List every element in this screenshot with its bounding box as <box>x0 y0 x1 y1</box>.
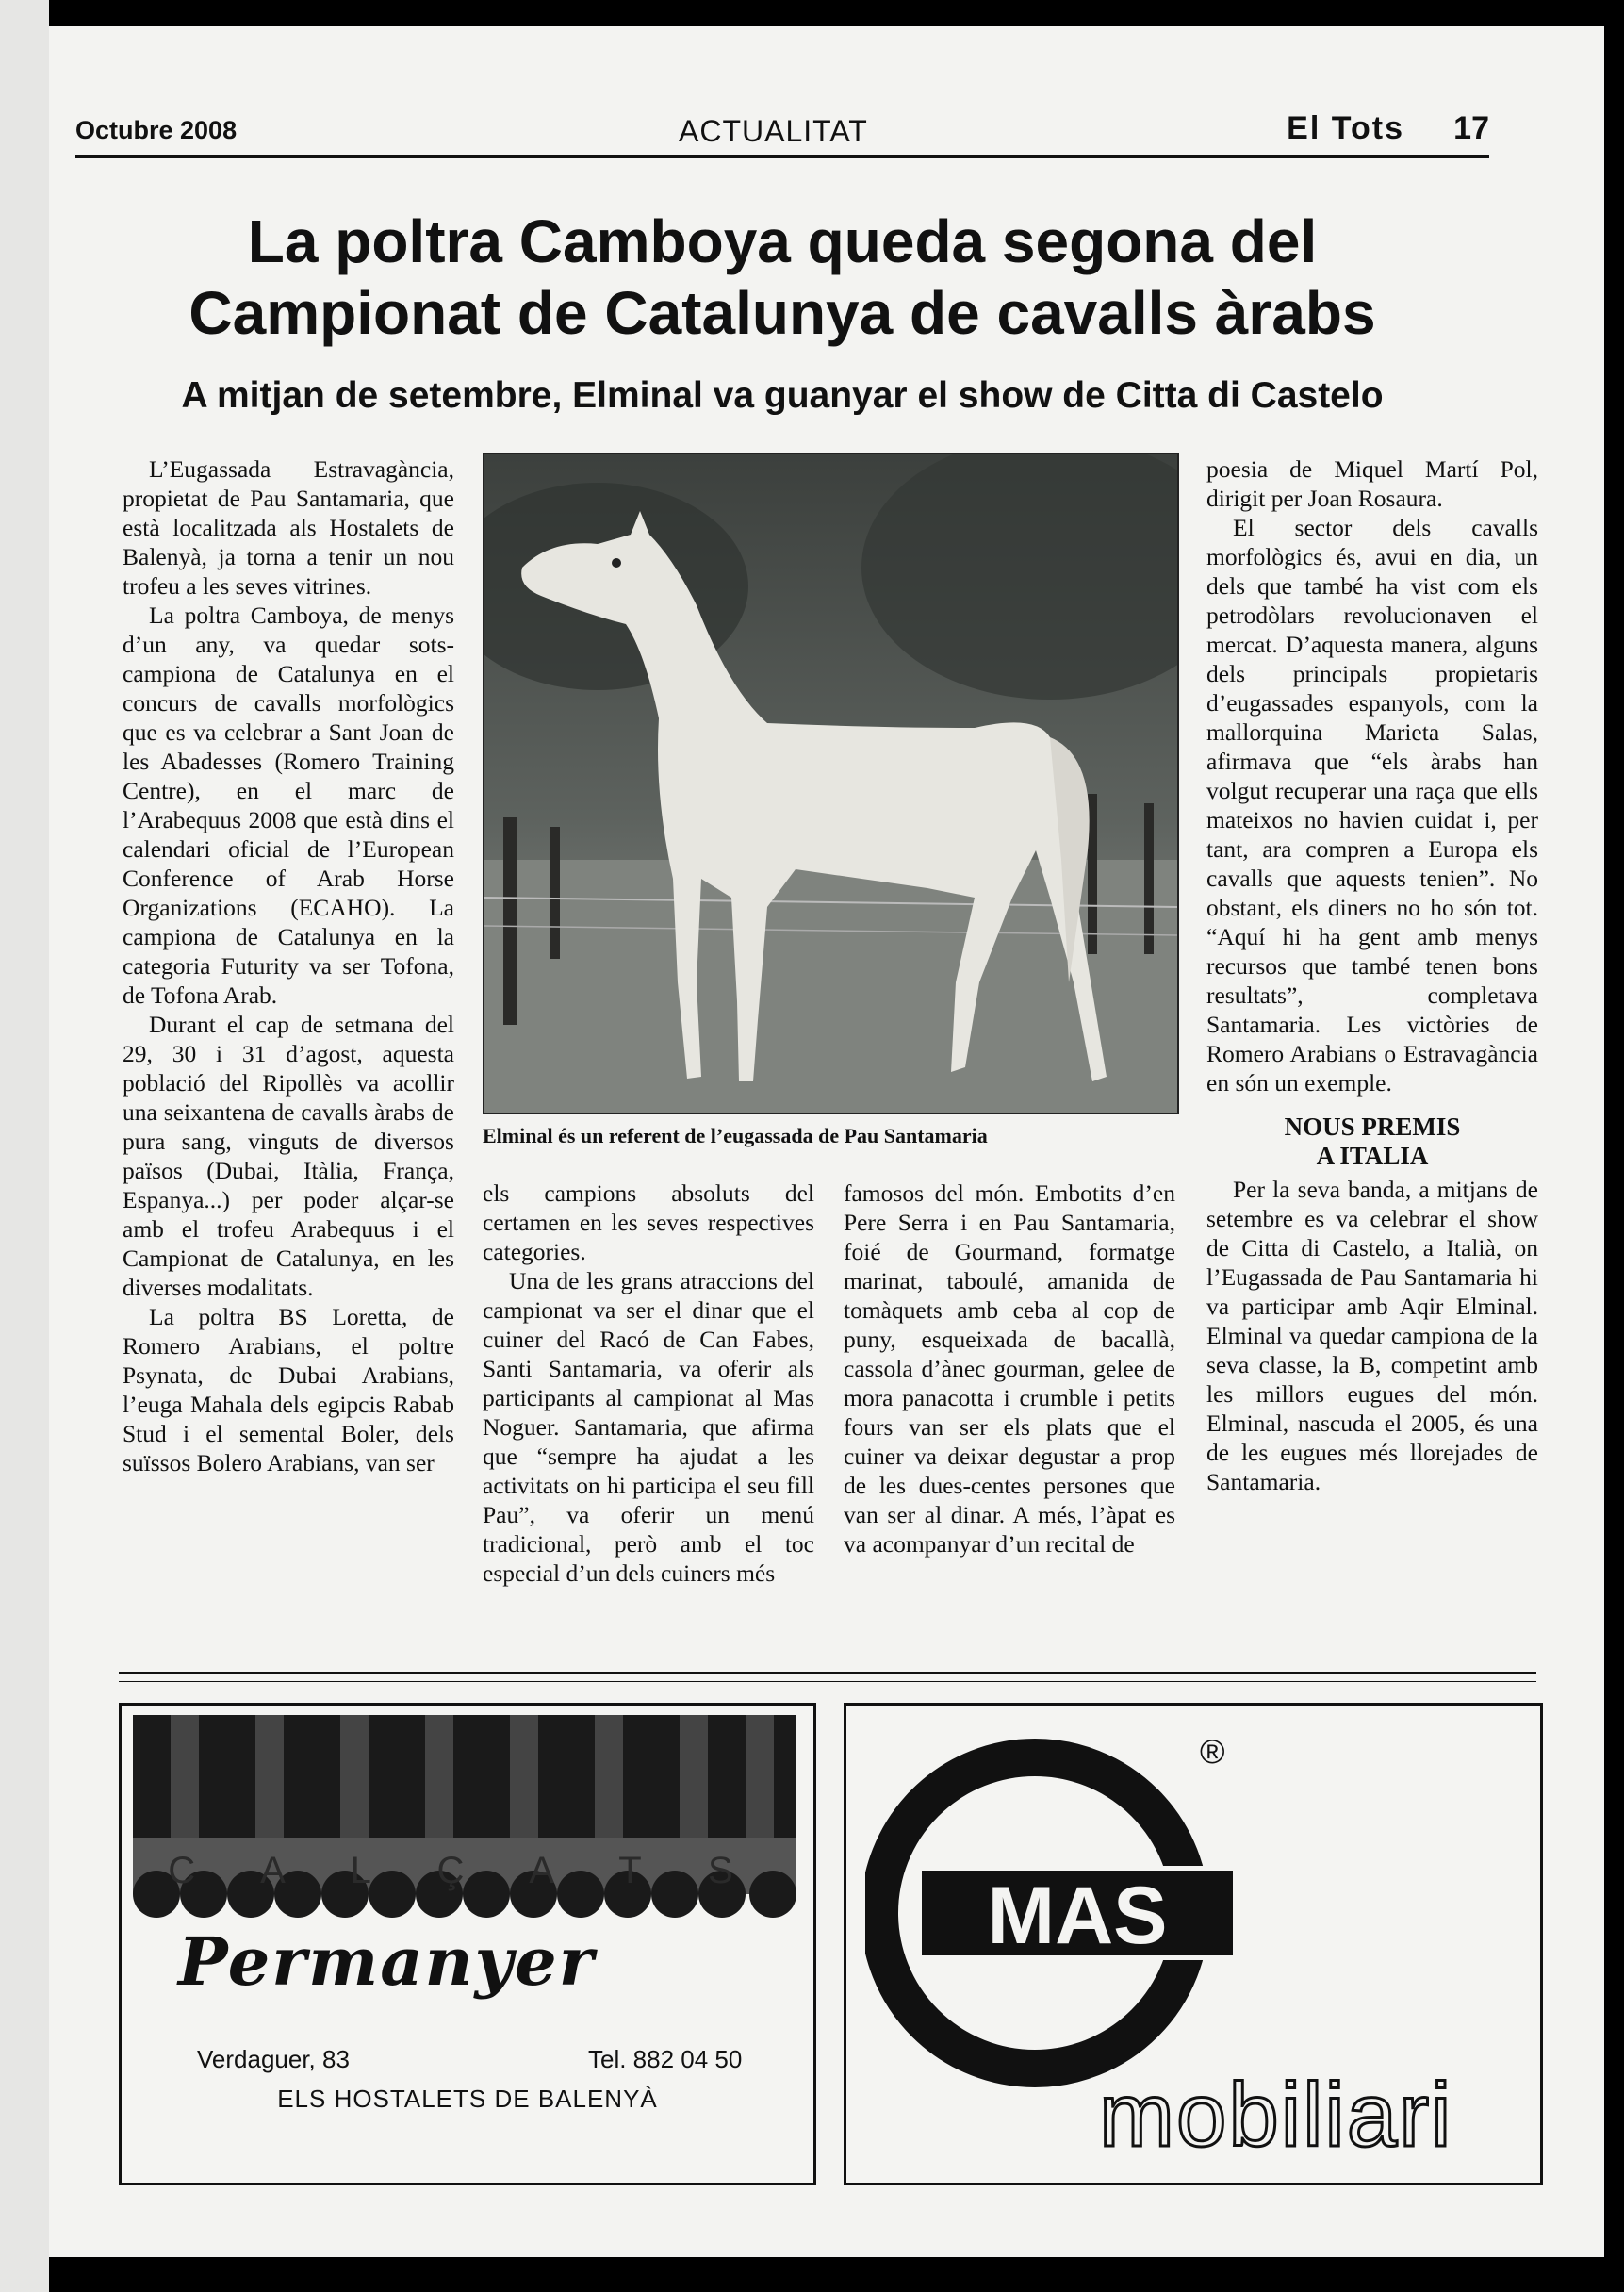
paragraph: El sector dels cavalls morfològics és, avui en dia, un dels que també ha vist com els petrodòlars revolucionaven el mercat. D’aquesta manera, alguns dels principals propietaris d’eugassades espanyols, com la mallorquina Marieta Salas, afirmava que “els àrabs han volgut recuperar una raça que ells mateixos no havien cuidat i, per tant, ara compren a Europa els cavalls que aquests tenien”. No obstant, els diners no ho són tot. “Aquí hi ha gent amb menys recursos que també tenen bons resultats”, completava Santamaria. Les victòries de Romero Arabians o Estravagància en són un exemple. <box>1206 514 1538 1097</box>
paragraph: Per la seva banda, a mitjans de setembre es va celebrar el show de Citta di Castelo, a Italià, on l’Eugassada de Pau Santamaria hi va participar amb Aqir Elminal. Elminal va quedar campiona de la seva classe, la B, competint amb les millors eugues del món. Elminal, nascuda el 2005, és una de les eugues més llorejades de Santamaria. <box>1206 1176 1538 1495</box>
awning-text: C A L Ç A T S <box>168 1850 762 1891</box>
horse-illustration <box>484 454 1177 1113</box>
publication-name: El Tots <box>1287 110 1404 146</box>
issue-date: Octubre 2008 <box>75 116 238 144</box>
subhead-line-2: A ITALIA <box>1316 1142 1429 1170</box>
title-line-1: La poltra Camboya queda segona del <box>247 207 1318 275</box>
paragraph: L’Eugassada Estravagància, propietat de Pau Santamaria, que està localitzada als Hostalets de Balenyà, ja torna a tenir un nou trofeu a les seves vitrines. <box>123 455 454 600</box>
shop-town: ELS HOSTALETS DE BALENYÀ <box>277 2085 658 2113</box>
advertisement-mas-mobiliari <box>844 1703 1543 2185</box>
article-column-3 <box>844 1179 1175 1558</box>
article-title <box>75 206 1489 349</box>
mobiliari-wordmark: mobiliari <box>1099 2065 1453 2166</box>
paragraph: famosos del món. Embotits d’en Pere Serra i en Pau Santamaria, foié de Gourmand, formatge marinat, taboulé, amanida de tomàquets amb ceba al cop de puny, esqueixada de bacallà, cassola d’ànec gourman, gelee de mora panacotta i crumble i petits fours van ser els plats que el cuiner va deixar degustar a prop de les dues-centes persones que van ser al dinar. A més, l’àpat es va acompanyar d’un recital de <box>844 1179 1175 1558</box>
mas-logo-text: MAS <box>987 1871 1168 1961</box>
title-line-2: Campionat de Catalunya de cavalls àrabs <box>189 279 1376 347</box>
awning-graphic <box>133 1715 796 1932</box>
advertisement-calcats-permanyer <box>119 1703 816 2185</box>
shop-address: Verdaguer, 83 <box>197 2045 350 2073</box>
article-column-2 <box>483 1179 814 1588</box>
paragraph: els campions absoluts del certamen en les seves respectives categories. <box>483 1179 814 1265</box>
page-header <box>75 106 1489 158</box>
brand-logo-text: Permanyer <box>178 1922 596 2001</box>
divider <box>119 1672 1536 1674</box>
registered-mark: ® <box>1200 1732 1225 1771</box>
article-column-4 <box>1206 454 1538 1496</box>
paragraph: La poltra BS Loretta, de Romero Arabians, el poltre Psynata, de Dubai Arabians, l’euga Mahala dels egipcis Rabab Stud i el semental Boler, dels suïssos Bolero Arabians, van ser <box>123 1303 454 1476</box>
horse-photo <box>483 453 1179 1114</box>
paragraph: Una de les grans atraccions del campionat va ser el dinar que el cuiner del Racó de Can Fabes, Santi Santamaria, va oferir als participants al campionat al Mas Noguer. Santamaria, que afirma que “sempre ha ajudat a les activitats on hi participa el seu fill Pau”, va oferir un menú tradicional, però amb el toc especial d’un dels cuiners més <box>483 1267 814 1587</box>
page-edge <box>0 0 49 2292</box>
section-subhead <box>1206 1113 1538 1171</box>
article-subtitle: A mitjan de setembre, Elminal va guanyar el show de Citta di Castelo <box>181 375 1384 416</box>
page-number: 17 <box>1453 110 1489 146</box>
section-name: ACTUALITAT <box>679 114 868 148</box>
mas-logo <box>865 1724 1242 2102</box>
article-column-1 <box>123 454 454 1477</box>
divider <box>119 1681 1536 1682</box>
photo-caption: Elminal és un referent de l’eugassada de Pau Santamaria <box>483 1124 988 1147</box>
paragraph: La poltra Camboya, de menys d’un any, va quedar sots-campiona de Catalunya en el concurs de cavalls morfològics que es va celebrar a Sant Joan de les Abadesses (Romero Training Centre), en el marc de l’Arabequus 2008 que està dins el calendari oficial de l’European Conference of Arab Horse Organizations (ECAHO). La campiona de Catalunya en la categoria Futurity va ser Tofona, de Tofona Arab. <box>123 602 454 1009</box>
paragraph: poesia de Miquel Martí Pol, dirigit per Joan Rosaura. <box>1206 455 1538 512</box>
paragraph: Durant el cap de setmana del 29, 30 i 31 d’agost, aquesta població del Ripollès va acollir una seixantena de cavalls àrabs de pura sang, vinguts de diversos països (Dubai, Itàlia, França, Espanya...) per poder alçar-se amb el trofeu Arabequus i el Campionat de Catalunya, en les diverses modalitats. <box>123 1011 454 1301</box>
subhead-line-1: NOUS PREMIS <box>1284 1113 1461 1141</box>
shop-phone: Tel. 882 04 50 <box>588 2045 743 2073</box>
